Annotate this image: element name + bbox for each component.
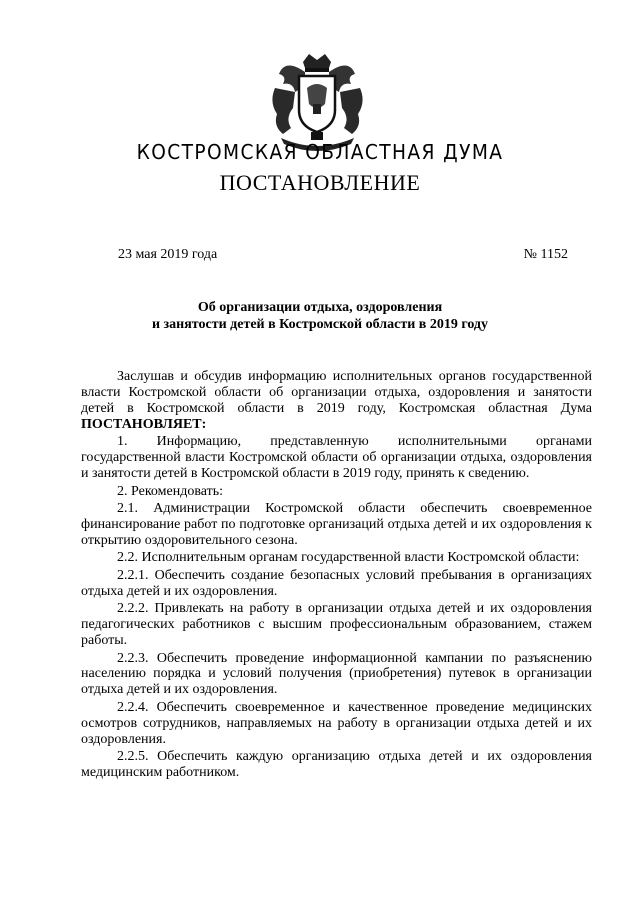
document-type: ПОСТАНОВЛЕНИЕ — [219, 170, 421, 195]
document-number: № 1152 — [523, 247, 568, 262]
paragraph-2-2: 2.2. Исполнительным органам государственной власти Костромской области: — [117, 550, 580, 566]
paragraph-1: 1. Информацию, представленную исполнительными органами государственной власти Костромской области об организации отдыха, оздоровления и занятости детей в Костромской области в 2019 году, принять к сведению. — [81, 434, 592, 482]
paragraph-2-2-3: 2.2.3. Обеспечить проведение информационной кампании по разъяснению населению порядка и условий получения (приобретения) путевок в организации отдыха детей и их оздоровления. — [81, 650, 592, 698]
title-line-1: Об организации отдыха, оздоровления — [197, 300, 443, 315]
preamble-paragraph — [81, 369, 592, 433]
title-line-2: и занятости детей в Костромской области в 2019 году — [151, 317, 489, 332]
document-date: 23 мая 2019 года — [118, 247, 218, 262]
preamble-text: Заслушав и обсудив информацию исполнительных органов государственной власти Костромской области об организации отдыха, оздоровления и занятости детей в Костромской области в 2019 году, Костромская областная Дума — [81, 369, 592, 416]
organization-name: КОСТРОМСКАЯ ОБЛАСТНАЯ ДУМА — [136, 140, 504, 164]
paragraph-2-2-2: 2.2.2. Привлекать на работу в организации отдыха детей и их оздоровления педагогических работников с высшим профессиональным образованием, стажем работы. — [81, 601, 592, 649]
paragraph-2-2-4: 2.2.4. Обеспечить своевременное и качественное проведение медицинских осмотров сотрудников, направляемых на работу в организации отдыха детей и их оздоровления. — [81, 699, 592, 747]
paragraph-2-2-5: 2.2.5. Обеспечить каждую организацию отдыха детей и их оздоровления медицинским работником. — [81, 749, 592, 781]
paragraph-2: 2. Рекомендовать: — [117, 483, 223, 499]
document-body — [81, 369, 592, 781]
paragraph-2-1: 2.1. Администрации Костромской области обеспечить своевременное финансирование работ по подготовке организаций отдыха детей и их оздоровления к открытию оздоровительного сезона. — [81, 501, 592, 548]
document-title — [60, 299, 580, 333]
decree-word: ПОСТАНОВЛЯЕТ: — [81, 416, 207, 432]
paragraph-2-2-1: 2.2.1. Обеспечить создание безопасных условий пребывания в организациях отдыха детей и их оздоровления. — [81, 567, 592, 599]
